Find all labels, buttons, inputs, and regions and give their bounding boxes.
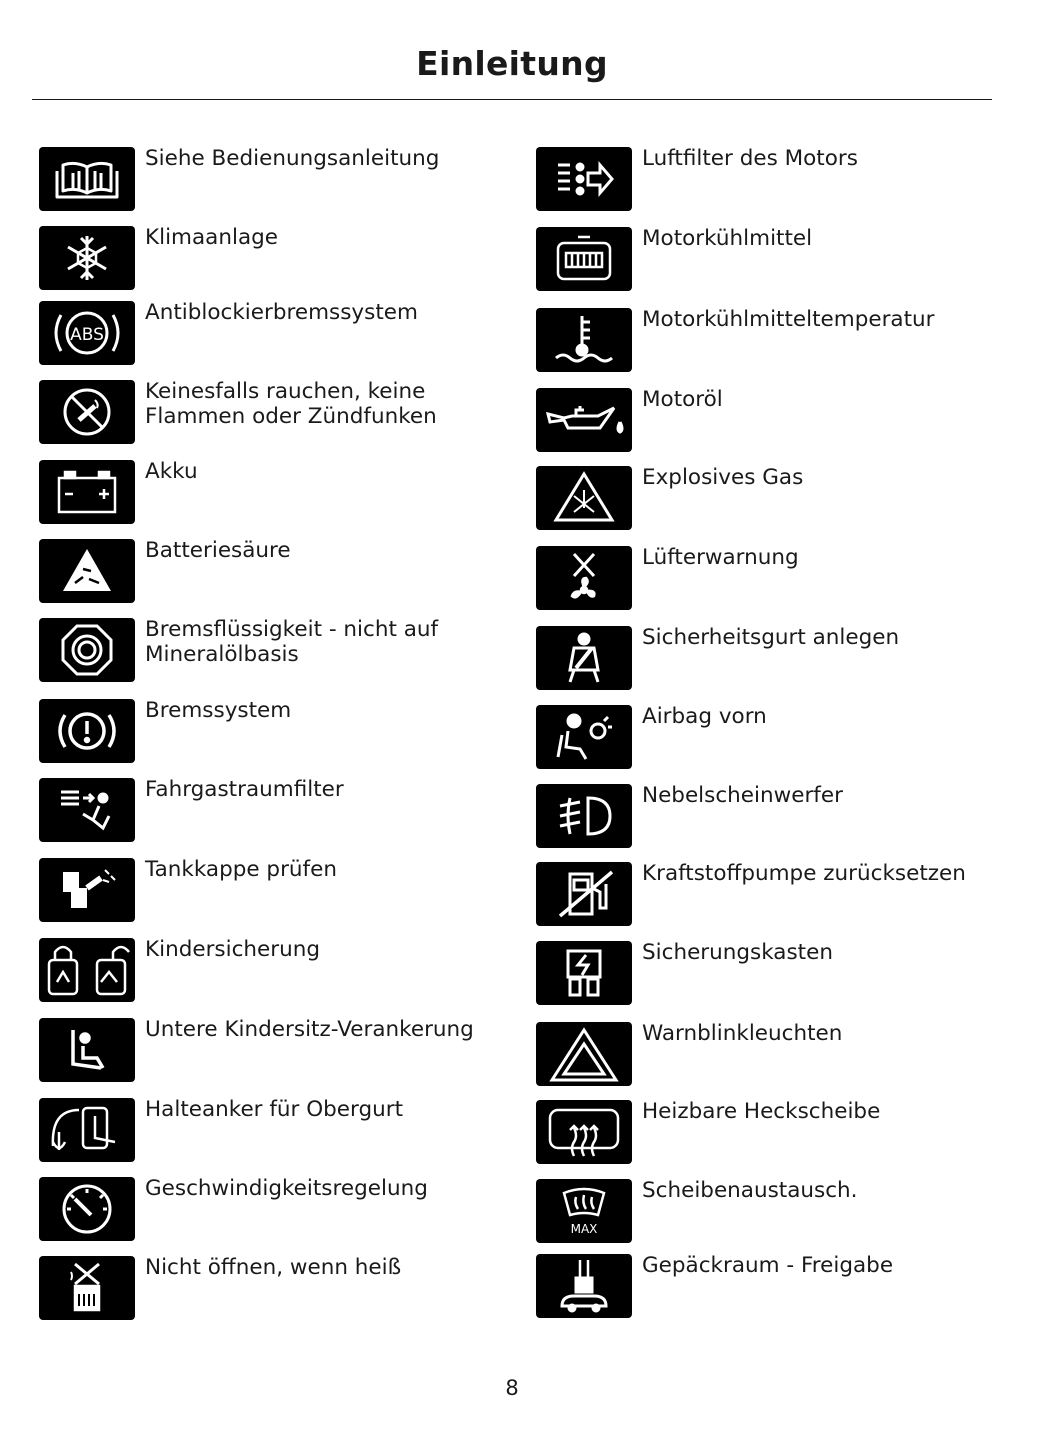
do-not-open-hot-icon (39, 1256, 135, 1320)
item-label: Geschwindigkeitsregelung (145, 1176, 428, 1201)
list-item-fuel-cap (39, 858, 509, 924)
seatbelt-icon (536, 626, 632, 690)
list-item-airbag (536, 705, 1006, 771)
list-item-manual (39, 147, 509, 213)
list-item-windshield-defrost (536, 1179, 1006, 1245)
fuel-pump-reset-icon (536, 862, 632, 926)
list-item-cabin-filter (39, 778, 509, 844)
fuel-cap-icon (39, 858, 135, 922)
list-item-engine-oil (536, 388, 1006, 454)
item-label: Nicht öffnen, wenn heiß (145, 1255, 402, 1280)
item-label: Halteanker für Obergurt (145, 1097, 404, 1122)
list-item-abs (39, 301, 509, 367)
brake-system-icon (39, 699, 135, 763)
fog-lamp-icon (536, 784, 632, 848)
item-label: Klimaanlage (145, 225, 278, 250)
list-item-hazard (536, 1022, 1006, 1088)
fuse-box-icon (536, 941, 632, 1005)
tether-anchor-icon (39, 1098, 135, 1162)
item-label: Lüfterwarnung (642, 545, 799, 570)
abs-icon (39, 301, 135, 365)
item-label: Batteriesäure (145, 538, 291, 563)
brake-fluid-icon (39, 618, 135, 682)
list-item-brake-fluid (39, 618, 509, 684)
item-label: Untere Kindersitz-Verankerung (145, 1017, 474, 1042)
rear-defrost-icon (536, 1100, 632, 1164)
list-item-fan-warning (536, 546, 1006, 612)
item-label: Explosives Gas (642, 465, 804, 490)
item-label: Antiblockierbremssystem (145, 300, 418, 325)
item-label: Luftfilter des Motors (642, 146, 858, 171)
item-label: Motorkühlmitteltemperatur (642, 307, 935, 332)
speedometer-icon (39, 1177, 135, 1241)
item-label: Heizbare Heckscheibe (642, 1099, 881, 1124)
list-item-battery-acid (39, 539, 509, 605)
page-number: 8 (505, 1376, 519, 1400)
list-item-tether-anchor (39, 1098, 509, 1164)
list-item-brake-system (39, 699, 509, 765)
battery-icon (39, 460, 135, 524)
list-item-explosive-gas (536, 466, 1006, 532)
item-label: Motoröl (642, 387, 723, 412)
fan-warning-icon (536, 546, 632, 610)
cabin-air-filter-icon (39, 778, 135, 842)
list-item-air-conditioning (39, 226, 509, 292)
list-item-do-not-open-hot (39, 1256, 509, 1322)
list-item-coolant-temperature (536, 308, 1006, 374)
item-label: Fahrgastraumfilter (145, 777, 344, 802)
page-title: Einleitung (416, 44, 608, 83)
explosive-gas-icon (536, 466, 632, 530)
item-label: Sicherungskasten (642, 940, 833, 965)
list-item-trunk-release (536, 1254, 1006, 1320)
no-smoking-flame-icon (39, 380, 135, 444)
list-item-rear-defrost (536, 1100, 1006, 1166)
list-item-fuse-box (536, 941, 1006, 1007)
airbag-icon (536, 705, 632, 769)
engine-oil-icon (536, 388, 632, 452)
item-label: Nebelscheinwerfer (642, 783, 843, 808)
trunk-release-icon (536, 1254, 632, 1318)
item-label: Tankkappe prüfen (145, 857, 337, 882)
child-lock-icon (39, 938, 135, 1002)
title-divider (32, 99, 992, 100)
list-item-engine-air-filter (536, 147, 1006, 213)
list-item-speed-control (39, 1177, 509, 1243)
item-label: Keinesfalls rauchen, keine Flammen oder Zündfunken (145, 379, 437, 429)
manual-book-icon (39, 147, 135, 211)
item-label: Warnblinkleuchten (642, 1021, 843, 1046)
engine-air-filter-icon (536, 147, 632, 211)
list-item-seatbelt (536, 626, 1006, 692)
list-item-engine-coolant (536, 227, 1006, 293)
item-label: Bremssystem (145, 698, 292, 723)
item-label: Scheibenaustausch. (642, 1178, 858, 1203)
engine-coolant-icon (536, 227, 632, 291)
item-label: Siehe Bedienungsanleitung (145, 146, 440, 171)
svg-text:ABS: ABS (70, 325, 104, 345)
child-seat-anchor-icon (39, 1018, 135, 1082)
coolant-temperature-icon (536, 308, 632, 372)
item-label: Kraftstoffpumpe zurücksetzen (642, 861, 966, 886)
item-label: Akku (145, 459, 198, 484)
list-item-child-seat-anchor (39, 1018, 509, 1084)
list-item-child-lock (39, 938, 509, 1004)
list-item-no-smoking (39, 380, 509, 446)
item-label: Gepäckraum - Freigabe (642, 1253, 894, 1278)
list-item-fog-lamp (536, 784, 1006, 850)
item-label: Motorkühlmittel (642, 226, 813, 251)
windshield-max-defrost-icon (536, 1179, 632, 1243)
item-label: Bremsflüssigkeit - nicht auf Mineralölbasis (145, 617, 439, 667)
list-item-battery (39, 460, 509, 526)
item-label: Sicherheitsgurt anlegen (642, 625, 900, 650)
item-label: Kindersicherung (145, 937, 321, 962)
hazard-warning-icon (536, 1022, 632, 1086)
battery-acid-icon (39, 539, 135, 603)
snowflake-icon (39, 226, 135, 290)
list-item-fuel-pump-reset (536, 862, 1006, 928)
item-label: Airbag vorn (642, 704, 767, 729)
max-label: MAX (570, 1222, 598, 1236)
